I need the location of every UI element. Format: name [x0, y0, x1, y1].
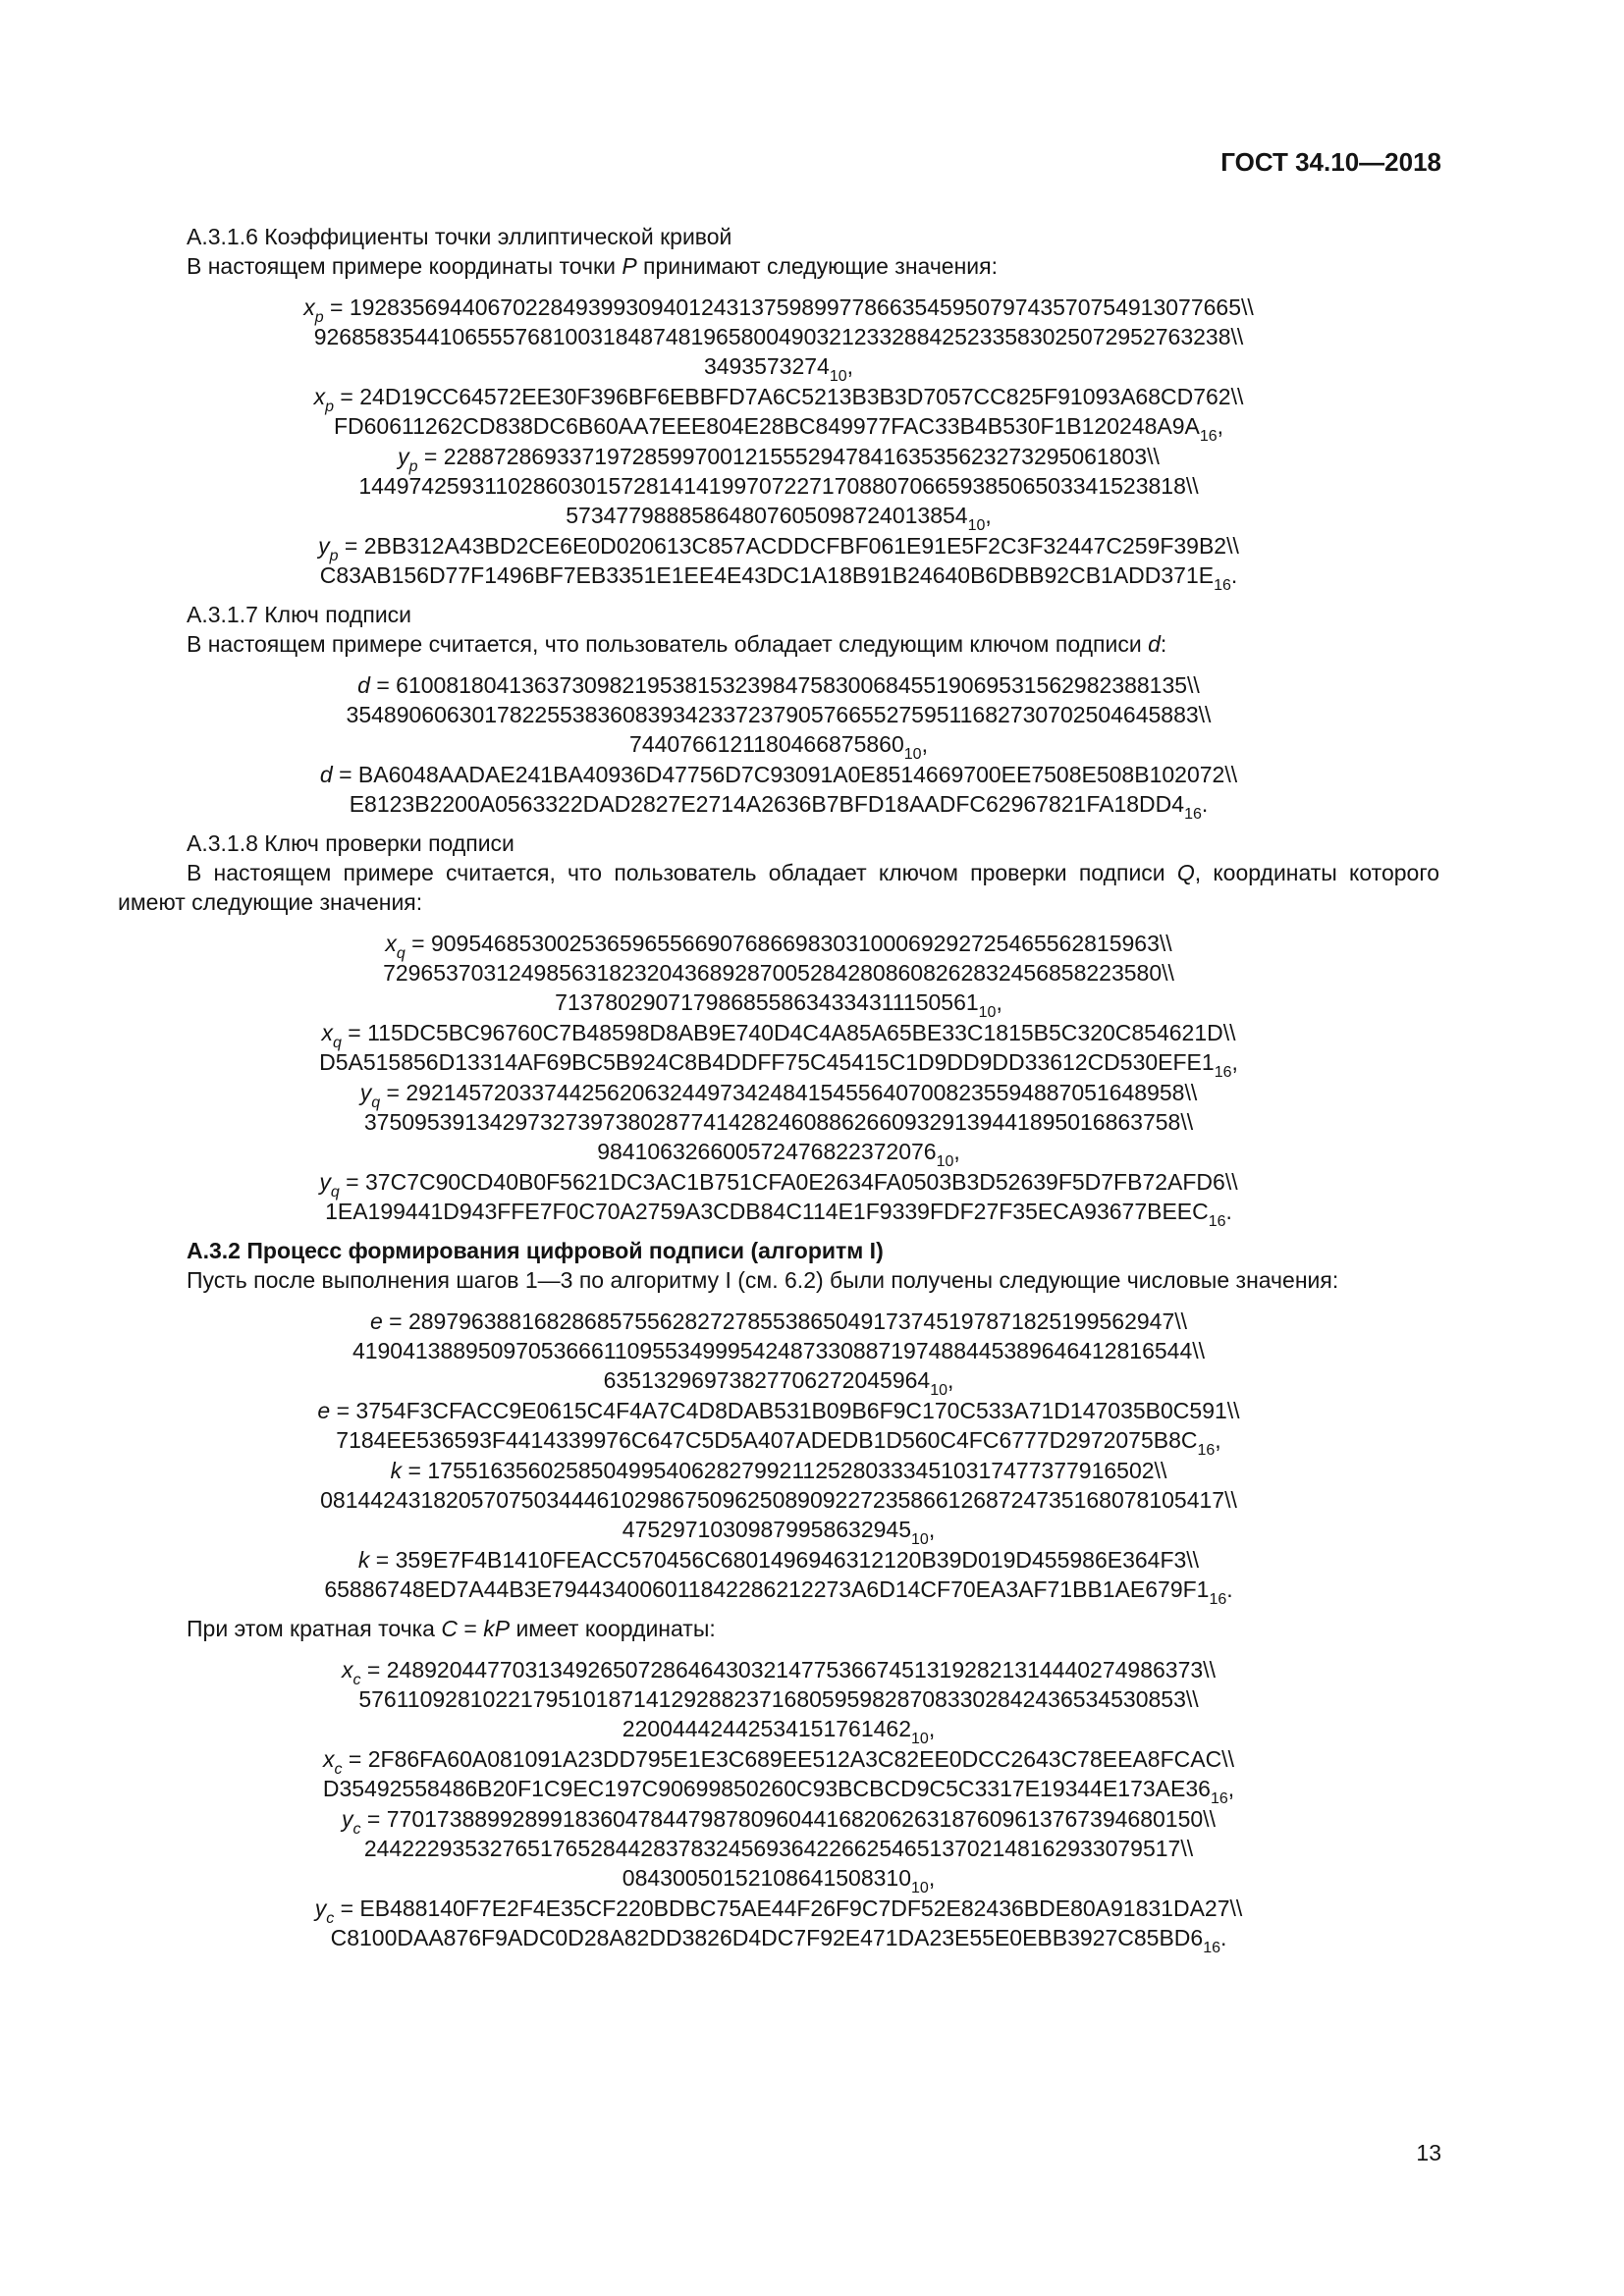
- equation-line: $C83AB156D77F1496BF7EB3351E1EE4E43DC1A18B91B24640B6DBB92CB1ADD371E_{16}$.: [319, 562, 1238, 594]
- number-text: 22887286933719728599700121555294784163535623273295061803\\: [443, 444, 1160, 469]
- number-text: 9095468530025365965566907686698303100069292725465562815963\\: [430, 931, 1172, 956]
- equation: [118, 1804, 1439, 1896]
- variable-subscript: q: [332, 1035, 342, 1051]
- number-text: 4190413889509705366611095534999542487330887197488445389646412816544\\: [352, 1338, 1206, 1363]
- variable-subscript: c: [334, 1761, 343, 1778]
- number-base: 16: [1199, 428, 1218, 445]
- equation-line: $y_c$ = EB488140F7E2F4E35CF220BDBC75AE44F26F9C7DF52E82436BDE80A91831DA27\\: [314, 1896, 1243, 1927]
- equation-line: [118, 1834, 1439, 1863]
- variable-name: x: [385, 931, 397, 956]
- number-text: C8100DAA876F9ADC0D28A82DD3826D4DC7F92E471DA23E55E0EBB3927C85BD6: [330, 1925, 1204, 1950]
- equation: [118, 1894, 1439, 1956]
- equation: [118, 1018, 1439, 1081]
- number-text: 144974259311028603015728141419970722717088070665938506503341523818\\: [358, 473, 1199, 499]
- equation-block: [118, 1655, 1439, 1956]
- equation-line: [118, 1107, 1439, 1137]
- number-text: 47529710309879958632945: [622, 1517, 912, 1542]
- variable-name: x: [321, 1020, 333, 1045]
- equation-block: [118, 929, 1439, 1230]
- variable-name: e: [369, 1308, 383, 1334]
- equation-line: [118, 958, 1439, 988]
- number-base: 16: [1203, 1940, 1221, 1956]
- paragraph: А.3.1.6 Коэффициенты точки эллиптической кривой: [187, 224, 732, 249]
- equation: [118, 442, 1439, 534]
- number-text: 22004442442534151761462: [622, 1716, 912, 1741]
- equation-line: $7184EE536593F4414339976C647C5D5A407ADEDB1D560C4FC6777D2972075B8C_{16}$,: [336, 1427, 1221, 1459]
- equation-line: k = 359E7F4B1410FEACC570456C6801496946312120B39D019D455986E364F3\\: [357, 1547, 1200, 1573]
- number-base: 10: [911, 1531, 929, 1548]
- variable-subscript: q: [330, 1184, 340, 1201]
- variable-subscript: c: [352, 1672, 361, 1688]
- section-heading: А.3.2 Процесс формирования цифровой подписи (алгоритм I): [187, 1238, 884, 1263]
- equation-line: k = 1755163560258504995406282799211252803334510317477377916502\\: [390, 1458, 1167, 1483]
- variable-name: x: [342, 1657, 353, 1682]
- number-text: 2BB312A43BD2CE6E0D020613C857ACDDCFBF061E91E5F2C3F32447C259F39B2\\: [363, 533, 1239, 559]
- equation: [118, 760, 1439, 823]
- number-text: D5A515856D13314AF69BC5B924C8B4DDFF75C45415C1D9DD9DD33612CD530EFE1: [319, 1049, 1215, 1075]
- number-text: 63513296973827706272045964: [603, 1367, 931, 1393]
- equation-line: $y_p$ = 22887286933719728599700121555294784163535623273295061803\\: [398, 444, 1160, 475]
- number-text: 2897963881682868575562827278553865049173745197871825199562947\\: [407, 1308, 1188, 1334]
- number-text: BA6048AADAE241BA40936D47756D7C93091A0E8514669700EE7508E508B102072\\: [357, 762, 1238, 787]
- number-base: 16: [1210, 1790, 1228, 1807]
- number-base: 16: [1197, 1442, 1216, 1459]
- number-text: 29214572033744256206324497342484154556407008235594887051648958\\: [406, 1080, 1198, 1105]
- equation: [118, 1655, 1439, 1747]
- number-text: C83AB156D77F1496BF7EB3351E1EE4E43DC1A18B91B24640B6DBB92CB1ADD371E: [319, 562, 1215, 588]
- equation-line: [118, 471, 1439, 501]
- variable-name: d: [319, 762, 333, 787]
- number-base: 10: [967, 517, 986, 534]
- variable-subscript: p: [314, 309, 324, 326]
- number-text: 610081804136373098219538153239847583006845519069531562982388135\\: [396, 672, 1200, 698]
- number-text: 35489060630178225538360839342337237905766552759511682730702504645883\\: [346, 702, 1212, 727]
- variable-subscript: p: [325, 399, 335, 415]
- number-text: D35492558486B20F1C9EC197C90699850260C93BCBCD9C5C3317E19344E173AE36: [322, 1776, 1211, 1801]
- equation: [118, 929, 1439, 1021]
- variable-name: e: [317, 1398, 331, 1423]
- equation-line: [118, 700, 1439, 729]
- equation: [118, 1167, 1439, 1230]
- equation-line: $65886748ED7A44B3E794434006011842286212273A6D14CF70EA3AF71BB1AE679F1_{16}$.: [324, 1576, 1233, 1608]
- equation-line: [118, 1684, 1439, 1714]
- equation-line: $x_p$ = 24D19CC64572EE30F396BF6EBBFD7A6C5213B3B3D7057CC825F91093A68CD762\\: [313, 384, 1244, 415]
- variable-name: d: [357, 672, 370, 698]
- variable-name: y: [398, 444, 409, 469]
- number-base: 16: [1214, 577, 1231, 594]
- number-text: 7440766121180466875860: [629, 731, 904, 757]
- number-text: 72965370312498563182320436892870052842808608262832456858223580\\: [383, 960, 1174, 986]
- number-text: 24422293532765176528442837832456936422662546513702148162933079517\\: [363, 1836, 1194, 1861]
- equation-block: [118, 293, 1439, 594]
- equation-line: $22004442442534151761462_{10}$,: [622, 1716, 936, 1747]
- page-content: [118, 222, 1439, 1962]
- number-base: 10: [936, 1153, 954, 1170]
- paragraph: А.3.1.8 Ключ проверки подписи: [187, 830, 514, 856]
- number-base: 16: [1208, 1213, 1226, 1230]
- variable-name: x: [323, 1746, 335, 1772]
- number-base: 10: [829, 368, 847, 385]
- paragraph: При этом кратная точка C = kP имеет координаты:: [187, 1616, 716, 1641]
- equation-line: $y_c$ = 77017388992899183604784479878096044168206263187609613767394680150\\: [342, 1806, 1216, 1838]
- number-base: 10: [930, 1382, 947, 1399]
- number-text: 115DC5BC96760C7B48598D8AB9E740D4C4A85A65BE33C1815B5C320C854621D\\: [367, 1020, 1236, 1045]
- variable-name: x: [303, 294, 315, 320]
- equation-line: $7440766121180466875860_{10}$,: [629, 731, 928, 763]
- equation-line: [118, 1485, 1439, 1515]
- equation-line: d = 610081804136373098219538153239847583006845519069531562982388135\\: [357, 672, 1200, 698]
- equation-line: $D5A515856D13314AF69BC5B924C8B4DDFF75C45415C1D9DD9DD33612CD530EFE1_{16}$,: [319, 1049, 1238, 1081]
- equation-line: $1EA199441D943FFE7F0C70A2759A3CDB84C114E1F9339FDF27F35ECA93677BEEC_{16}$.: [325, 1199, 1232, 1230]
- number-text: 3754F3CFACC9E0615C4F4A7C4D8DAB531B09B6F9C170C533A71D147035B0C591\\: [355, 1398, 1240, 1423]
- equation: [118, 1078, 1439, 1170]
- equation-line: $y_q$ = 37C7C90CD40B0F5621DC3AC1B751CFA0E2634FA0503B3D52639F5D7FB72AFD6\\: [319, 1169, 1238, 1201]
- variable-subscript: q: [371, 1095, 381, 1111]
- equation-line: $7137802907179868558634334311150561_{10}$,: [555, 989, 1002, 1021]
- equation-line: d = BA6048AADAE241BA40936D47756D7C93091A0E8514669700EE7508E508B102072\\: [319, 762, 1238, 787]
- number-base: 10: [911, 1731, 929, 1747]
- variable-subscript: q: [396, 945, 406, 962]
- equation-line: $y_q$ = 29214572033744256206324497342484154556407008235594887051648958\\: [359, 1080, 1198, 1111]
- page-number: 13: [1416, 2140, 1441, 2165]
- equation-line: $E8123B2200A0563322DAD2827E2714A2636B7BFD18AADFC62967821FA18DD4_{16}$.: [349, 791, 1209, 823]
- equation-line: $47529710309879958632945_{10}$,: [622, 1517, 936, 1548]
- equation-line: $C8100DAA876F9ADC0D28A82DD3826D4DC7F92E471DA23E55E0EBB3927C85BD6_{16}$.: [330, 1925, 1227, 1956]
- equation-line: $08430050152108641508310_{10}$,: [622, 1865, 936, 1896]
- equation-line: [118, 1336, 1439, 1365]
- equation-block: [118, 670, 1439, 823]
- number-text: 19283569440670228493993094012431375989977866354595079743570754913077665\\: [349, 294, 1254, 320]
- number-base: 16: [1209, 1591, 1227, 1608]
- equation-line: $x_p$ = 19283569440670228493993094012431375989977866354595079743570754913077665\\: [303, 294, 1254, 326]
- variable-subscript: p: [408, 458, 418, 475]
- number-text: 7137802907179868558634334311150561: [555, 989, 979, 1015]
- equation-line: $D35492558486B20F1C9EC197C90699850260C93BCBCD9C5C3317E19344E173AE36_{16}$,: [322, 1776, 1235, 1807]
- number-text: 24892044770313492650728646430321477536674513192821314440274986373\\: [386, 1657, 1216, 1682]
- equation-line: $57347798885864807605098724013854_{10}$,: [566, 503, 992, 534]
- variable-name: y: [342, 1806, 353, 1832]
- variable-name: y: [319, 1169, 331, 1195]
- number-text: 081442431820570750344461029867509625089092272358661268724735168078105417\\: [320, 1487, 1237, 1513]
- paragraph: В настоящем примере считается, что пользователь обладает ключом проверки подписи Q, координаты которого имеют следующие значения:: [118, 860, 1439, 915]
- paragraph: В настоящем примере координаты точки P принимают следующие значения:: [187, 253, 998, 279]
- equation-line: $FD60611262CD838DC6B60AA7EEE804E28BC849977FAC33B4B530F1B120248A9A_{16}$,: [333, 413, 1224, 445]
- equation-line: e = 3754F3CFACC9E0615C4F4A7C4D8DAB531B09B6F9C170C533A71D147035B0C591\\: [317, 1398, 1240, 1423]
- equation-line: $x_c$ = 24892044770313492650728646430321477536674513192821314440274986373\\: [342, 1657, 1216, 1688]
- number-text: 65886748ED7A44B3E794434006011842286212273A6D14CF70EA3AF71BB1AE679F1: [324, 1576, 1210, 1602]
- number-text: 1EA199441D943FFE7F0C70A2759A3CDB84C114E1F9339FDF27F35ECA93677BEEC: [325, 1199, 1209, 1224]
- equation-line: $3493573274_{10}$,: [703, 353, 854, 385]
- equation: [118, 293, 1439, 385]
- equation-line: $x_c$ = 2F86FA60A081091A23DD795E1E3C689EE512A3C82EE0DCC2643C78EEA8FCAC\\: [323, 1746, 1234, 1778]
- number-text: 08430050152108641508310: [622, 1865, 912, 1891]
- variable-name: y: [359, 1080, 372, 1105]
- number-text: 37C7C90CD40B0F5621DC3AC1B751CFA0E2634FA0503B3D52639F5D7FB72AFD6\\: [365, 1169, 1238, 1195]
- number-text: 9268583544106555768100318487481965800490321233288425233583025072952763238\\: [313, 324, 1244, 349]
- equation-line: $y_p$ = 2BB312A43BD2CE6E0D020613C857ACDDCFBF061E91E5F2C3F32447C259F39B2\\: [318, 533, 1239, 564]
- equation: [118, 382, 1439, 445]
- number-text: 7184EE536593F4414339976C647C5D5A407ADEDB1D560C4FC6777D2972075B8C: [336, 1427, 1198, 1453]
- number-text: 24D19CC64572EE30F396BF6EBBFD7A6C5213B3B3D7057CC825F91093A68CD762\\: [359, 384, 1244, 409]
- paragraph: Пусть после выполнения шагов 1—3 по алгоритму I (см. 6.2) были получены следующие числовые значения:: [187, 1267, 1339, 1293]
- paragraph: В настоящем примере считается, что пользователь обладает следующим ключом подписи d:: [187, 631, 1167, 657]
- variable-name: y: [314, 1896, 327, 1921]
- paragraph: А.3.1.7 Ключ подписи: [187, 602, 412, 627]
- number-text: EB488140F7E2F4E35CF220BDBC75AE44F26F9C7DF52E82436BDE80A91831DA27\\: [359, 1896, 1243, 1921]
- number-text: 37509539134297327397380287741428246088626609329139441895016863758\\: [363, 1109, 1194, 1135]
- equation: [118, 531, 1439, 594]
- number-text: 57347798885864807605098724013854: [566, 503, 968, 528]
- equation: [118, 1307, 1439, 1399]
- equation-block: [118, 1307, 1439, 1608]
- number-base: 16: [1214, 1064, 1232, 1081]
- equation: [118, 1545, 1439, 1608]
- equation: [118, 1744, 1439, 1807]
- number-base: 10: [903, 746, 922, 763]
- number-base: 16: [1184, 806, 1202, 823]
- number-base: 10: [911, 1880, 929, 1896]
- number-base: 10: [978, 1004, 997, 1021]
- variable-name: k: [390, 1458, 403, 1483]
- number-text: 1755163560258504995406282799211252803334510317477377916502\\: [427, 1458, 1167, 1483]
- number-text: 2F86FA60A081091A23DD795E1E3C689EE512A3C82EE0DCC2643C78EEA8FCAC\\: [367, 1746, 1234, 1772]
- number-text: 3493573274: [703, 353, 830, 379]
- variable-subscript: p: [329, 548, 339, 564]
- document-code: ГОСТ 34.10—2018: [1220, 147, 1441, 177]
- variable-name: y: [318, 533, 330, 559]
- number-text: 576110928102217951018714129288237168059598287083302842436534530853\\: [358, 1686, 1199, 1712]
- number-text: 984106326600572476822372076: [597, 1139, 937, 1164]
- equation: [118, 670, 1439, 763]
- equation-line: $x_q$ = 9095468530025365965566907686698303100069292725465562815963\\: [385, 931, 1172, 962]
- equation: [118, 1456, 1439, 1548]
- variable-name: x: [313, 384, 326, 409]
- number-text: E8123B2200A0563322DAD2827E2714A2636B7BFD18AADFC62967821FA18DD4: [349, 791, 1185, 817]
- variable-name: k: [357, 1547, 370, 1573]
- variable-subscript: c: [352, 1821, 361, 1838]
- variable-subscript: c: [326, 1910, 335, 1927]
- equation: [118, 1396, 1439, 1459]
- equation-line: $63513296973827706272045964_{10}$,: [603, 1367, 954, 1399]
- number-text: FD60611262CD838DC6B60AA7EEE804E28BC849977FAC33B4B530F1B120248A9A: [333, 413, 1200, 439]
- number-text: 359E7F4B1410FEACC570456C6801496946312120B39D019D455986E364F3\\: [395, 1547, 1200, 1573]
- number-text: 77017388992899183604784479878096044168206263187609613767394680150\\: [386, 1806, 1216, 1832]
- equation-line: $x_q$ = 115DC5BC96760C7B48598D8AB9E740D4C4A85A65BE33C1815B5C320C854621D\\: [321, 1020, 1236, 1051]
- equation-line: $984106326600572476822372076_{10}$,: [597, 1139, 960, 1170]
- equation-line: [118, 322, 1439, 351]
- equation-line: e = 2897963881682868575562827278553865049173745197871825199562947\\: [369, 1308, 1188, 1334]
